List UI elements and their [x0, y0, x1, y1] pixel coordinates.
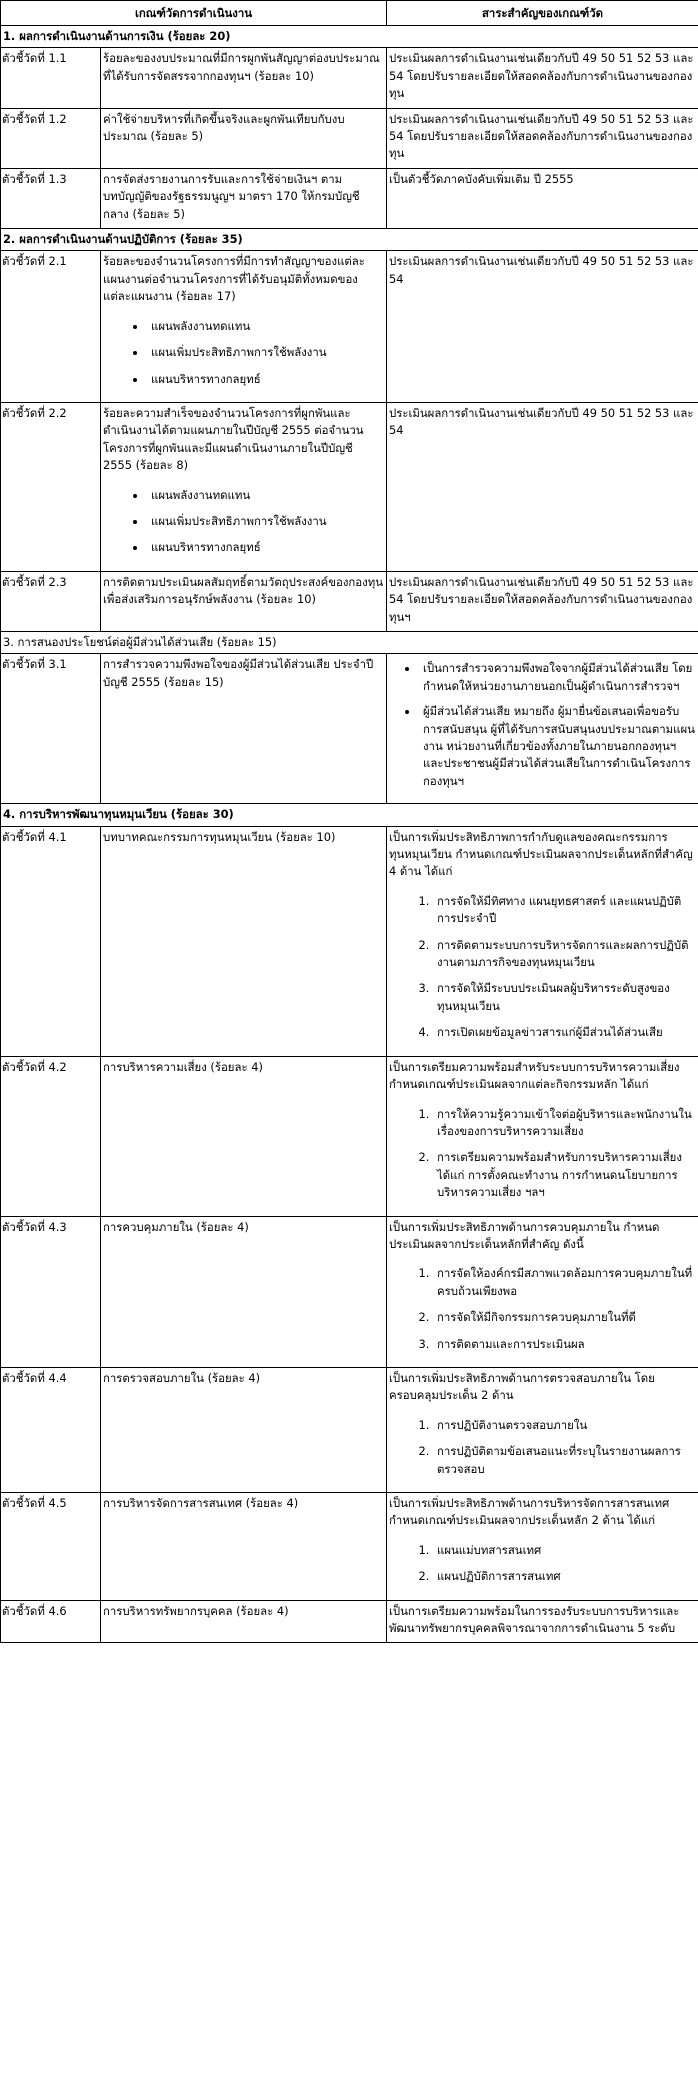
essence-cell — [387, 654, 698, 804]
table-row — [1, 48, 698, 108]
essence-text: เป็นการเตรียมความพร้อมสำหรับระบบการบริหารความเสี่ยง กำหนดเกณฑ์ประเมินผลจากแต่ละกิจกรรมหลัก ได้แก่ — [389, 1059, 680, 1092]
essence-text: ประเมินผลการดำเนินงานเช่นเดียวกับปี 49 50 51 52 53 และ 54 — [387, 402, 698, 571]
criterion-text: การควบคุมภายใน (ร้อยละ 4) — [101, 1216, 387, 1367]
essence-list — [389, 1542, 695, 1586]
list-item: 4. การเปิดเผยข้อมูลข่าวสารแก่ผู้มีส่วนได้ส่วนเสีย — [433, 1024, 695, 1041]
table-row — [1, 1056, 698, 1216]
list-item: • แผนบริหารทางกลยุทธ์ — [147, 539, 383, 556]
criterion-text: การบริหารทรัพยากรบุคคล (ร้อยละ 4) — [101, 1600, 387, 1643]
indicator-id: ตัวชี้วัดที่ 2.1 — [1, 251, 101, 402]
list-item: 2. การปฏิบัติตามข้อเสนอแนะที่ระบุในรายงานผลการตรวจสอบ — [433, 1443, 695, 1478]
list-item: • แผนเพิ่มประสิทธิภาพการใช้พลังงาน — [147, 513, 383, 530]
list-item: 1. การปฏิบัติงานตรวจสอบภายใน — [433, 1417, 695, 1434]
essence-list — [389, 660, 695, 790]
table-row — [1, 1367, 698, 1492]
indicator-id: ตัวชี้วัดที่ 1.2 — [1, 108, 101, 168]
list-item: 3. การจัดให้มีระบบประเมินผลผู้บริหารระดับสูงของทุนหมุนเวียน — [433, 980, 695, 1015]
list-item: • แผนเพิ่มประสิทธิภาพการใช้พลังงาน — [147, 344, 383, 361]
criterion-text: การบริหารความเสี่ยง (ร้อยละ 4) — [101, 1056, 387, 1216]
criterion-text: การสำรวจความพึงพอใจของผู้มีส่วนได้ส่วนเสีย ประจำปีบัญชี 2555 (ร้อยละ 15) — [101, 654, 387, 804]
criterion-text: การบริหารจัดการสารสนเทศ (ร้อยละ 4) — [101, 1493, 387, 1601]
list-item: 1. การจัดให้มีทิศทาง แผนยุทธศาสตร์ และแผนปฏิบัติการประจำปี — [433, 893, 695, 928]
header-criteria: เกณฑ์วัดการดำเนินงาน — [1, 1, 387, 26]
list-item: 1. การจัดให้องค์กรมีสภาพแวดล้อมการควบคุมภายในที่ครบถ้วนเพียงพอ — [433, 1265, 695, 1300]
plan-list — [103, 487, 383, 557]
table-row — [1, 826, 698, 1056]
table-row — [1, 1216, 698, 1367]
essence-text: เป็นการเตรียมความพร้อมในการรองรับระบบการบริหารและพัฒนาทรัพยากรบุคคลพิจารณาจากการดำเนินงาน 5 ระดับ — [387, 1600, 698, 1643]
criterion-text: การจัดส่งรายงานการรับและการใช้จ่ายเงินฯ ตามบทบัญญัติของรัฐธรรมนูญฯ มาตรา 170 ให้กรมบัญชีกลาง (ร้อยละ 5) — [101, 168, 387, 228]
list-item: • แผนบริหารทางกลยุทธ์ — [147, 371, 383, 388]
criterion-text: การติดตามประเมินผลสัมฤทธิ์ตามวัตถุประสงค์ของกองทุนเพื่อส่งเสริมการอนุรักษ์พลังงาน (ร้อยละ 10) — [101, 571, 387, 631]
essence-text: ประเมินผลการดำเนินงานเช่นเดียวกับปี 49 50 51 52 53 และ 54 — [387, 251, 698, 402]
essence-text: เป็นการเพิ่มประสิทธิภาพด้านการบริหารจัดการสารสนเทศ กำหนดเกณฑ์ประเมินผลจากประเด็นหลัก 2 ด้าน ได้แก่ — [389, 1496, 670, 1528]
section-3 — [1, 631, 698, 803]
essence-cell — [387, 1056, 698, 1216]
essence-cell — [387, 826, 698, 1056]
essence-text: ประเมินผลการดำเนินงานเช่นเดียวกับปี 49 50 51 52 53 และ 54 โดยปรับรายละเอียดให้สอดคล้องกับการดำเนินงานของกองทุนฯ — [387, 571, 698, 631]
list-item: 2. แผนปฏิบัติการสารสนเทศ — [433, 1568, 695, 1585]
criterion-text: บทบาทคณะกรรมการทุนหมุนเวียน (ร้อยละ 10) — [101, 826, 387, 1056]
essence-text: ประเมินผลการดำเนินงานเช่นเดียวกับปี 49 50 51 52 53 และ 54 โดยปรับรายละเอียดให้สอดคล้องกับการดำเนินงานของกองทุน — [387, 108, 698, 168]
section-1 — [1, 26, 698, 229]
indicator-id: ตัวชี้วัดที่ 2.2 — [1, 402, 101, 571]
table-row — [1, 1600, 698, 1643]
essence-cell — [387, 1367, 698, 1492]
indicator-id: ตัวชี้วัดที่ 3.1 — [1, 654, 101, 804]
list-item: 1. แผนแม่บทสารสนเทศ — [433, 1542, 695, 1559]
table-row — [1, 251, 698, 402]
criterion-cell — [101, 402, 387, 571]
list-item: 3. การติดตามและการประเมินผล — [433, 1336, 695, 1353]
section-title: 1. ผลการดำเนินงานด้านการเงิน (ร้อยละ 20) — [1, 26, 698, 48]
list-item: • แผนพลังงานทดแทน — [147, 487, 383, 504]
header-row — [1, 1, 698, 26]
section-title: 3. การสนองประโยชน์ต่อผู้มีส่วนได้ส่วนเสีย (ร้อยละ 15) — [1, 631, 698, 653]
essence-list — [389, 1265, 695, 1353]
essence-text: เป็นการเพิ่มประสิทธิภาพการกำกับดูแลของคณะกรรมการทุนหมุนเวียน กำหนดเกณฑ์ประเมินผลจากประเด็นหลักที่สำคัญ 4 ด้าน ได้แก่ — [389, 829, 693, 879]
table-row — [1, 654, 698, 804]
essence-text: เป็นการเพิ่มประสิทธิภาพด้านการตรวจสอบภายใน โดยครอบคลุมประเด็น 2 ด้าน — [389, 1370, 655, 1403]
criterion-text: ค่าใช้จ่ายบริหารที่เกิดขึ้นจริงและผูกพันเทียบกับงบประมาณ (ร้อยละ 5) — [101, 108, 387, 168]
indicator-id: ตัวชี้วัดที่ 4.3 — [1, 1216, 101, 1367]
essence-list — [389, 1106, 695, 1202]
table-row — [1, 402, 698, 571]
indicator-id: ตัวชี้วัดที่ 4.4 — [1, 1367, 101, 1492]
list-item: 1. การให้ความรู้ความเข้าใจต่อผู้บริหารและพนักงานในเรื่องของการบริหารความเสี่ยง — [433, 1106, 695, 1141]
section-title: 2. ผลการดำเนินงานด้านปฏิบัติการ (ร้อยละ 35) — [1, 229, 698, 251]
section-2 — [1, 229, 698, 632]
indicator-id: ตัวชี้วัดที่ 4.6 — [1, 1600, 101, 1643]
plan-list — [103, 318, 383, 388]
indicator-id: ตัวชี้วัดที่ 1.1 — [1, 48, 101, 108]
table-row — [1, 1493, 698, 1601]
criterion-text: ร้อยละของงบประมาณที่มีการผูกพันสัญญาต่องบประมาณที่ได้รับการจัดสรรจากกองทุนฯ (ร้อยละ 10) — [101, 48, 387, 108]
indicator-id: ตัวชี้วัดที่ 4.2 — [1, 1056, 101, 1216]
essence-cell — [387, 1493, 698, 1601]
essence-text: เป็นการเพิ่มประสิทธิภาพด้านการควบคุมภายใน กำหนดประเมินผลจากประเด็นหลักที่สำคัญ ดังนี้ — [389, 1219, 660, 1251]
section-title: 4. การบริหารพัฒนาทุนหมุนเวียน (ร้อยละ 30) — [1, 804, 698, 826]
essence-list — [389, 1417, 695, 1478]
list-item: 2. การติดตามระบบการบริหารจัดการและผลการปฏิบัติงานตามภารกิจของทุนหมุนเวียน — [433, 937, 695, 972]
list-item: 2. การจัดให้มีกิจกรรมการควบคุมภายในที่ดี — [433, 1309, 695, 1326]
list-item: • ผู้มีส่วนได้ส่วนเสีย หมายถึง ผู้มายื่นข้อเสนอเพื่อขอรับการสนับสนุน ผู้ที่ได้รับการสนับสนุนงบประมาณตามแผนงาน หน่วยงานที่เกี่ยวข้องทั้งภายในภายนอกกองทุนฯ และประชาชนผู้มีส่วนได้ส่วนเสียในการดำเนินโครงการกองทุนฯ — [419, 703, 695, 790]
indicator-id: ตัวชี้วัดที่ 2.3 — [1, 571, 101, 631]
criterion-text: การตรวจสอบภายใน (ร้อยละ 4) — [101, 1367, 387, 1492]
list-item: • เป็นการสำรวจความพึงพอใจจากผู้มีส่วนได้ส่วนเสีย โดยกำหนดให้หน่วยงานภายนอกเป็นผู้ดำเนินการสำรวจฯ — [419, 660, 695, 695]
criterion-cell — [101, 251, 387, 402]
essence-text: เป็นตัวชี้วัดภาคบังคับเพิ่มเติม ปี 2555 — [387, 168, 698, 228]
essence-list — [389, 893, 695, 1042]
essence-cell — [387, 1216, 698, 1367]
criterion-text: ร้อยละความสำเร็จของจำนวนโครงการที่ผูกพันและดำเนินงานได้ตามแผนภายในปีบัญชี 2555 ต่อจำนวนโครงการที่ผูกพันและมีแผนดำเนินงานภายในปีบัญชี 2555 (ร้อยละ 8) — [103, 405, 364, 473]
indicator-id: ตัวชี้วัดที่ 4.1 — [1, 826, 101, 1056]
table-row — [1, 571, 698, 631]
criterion-text: ร้อยละของจำนวนโครงการที่มีการทำสัญญาของแต่ละแผนงานต่อจำนวนโครงการที่ได้รับอนุมัติทั้งหมดของแต่ละแผนงาน (ร้อยละ 17) — [103, 254, 365, 304]
indicator-id: ตัวชี้วัดที่ 4.5 — [1, 1493, 101, 1601]
table-row — [1, 168, 698, 228]
table-row — [1, 108, 698, 168]
indicator-id: ตัวชี้วัดที่ 1.3 — [1, 168, 101, 228]
list-item: • แผนพลังงานทดแทน — [147, 318, 383, 335]
header-essence: สาระสำคัญของเกณฑ์วัด — [387, 1, 698, 26]
list-item: 2. การเตรียมความพร้อมสำหรับการบริหารความเสี่ยง ได้แก่ การตั้งคณะทำงาน การกำหนดนโยบายการบริหารความเสี่ยง ฯลฯ — [433, 1149, 695, 1201]
essence-text: ประเมินผลการดำเนินงานเช่นเดียวกับปี 49 50 51 52 53 และ 54 โดยปรับรายละเอียดให้สอดคล้องกับการดำเนินงานของกองทุน — [387, 48, 698, 108]
section-4 — [1, 804, 698, 1643]
